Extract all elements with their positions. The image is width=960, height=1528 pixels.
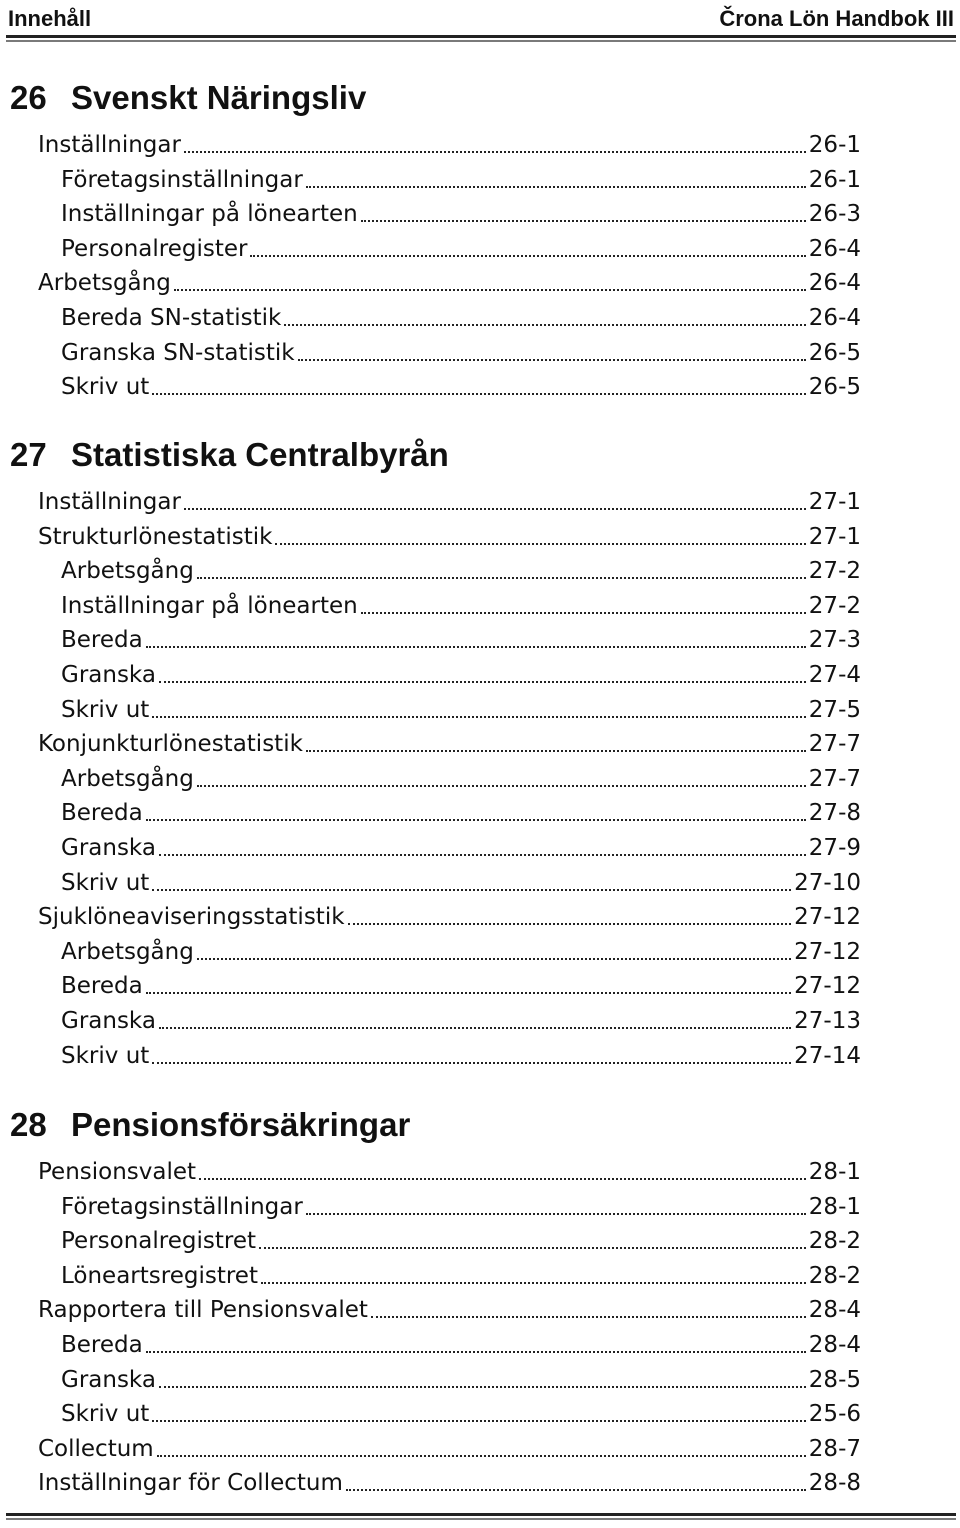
footer-rule-secondary bbox=[6, 1518, 956, 1520]
toc-entry-label: Skriv ut bbox=[61, 870, 150, 896]
toc-entry-label: Konjunkturlönestatistik bbox=[38, 731, 303, 757]
toc-entry[interactable] bbox=[38, 1295, 861, 1325]
toc-entry-label: Inställningar på lönearten bbox=[61, 201, 358, 227]
toc-entry-label: Pensionsvalet bbox=[38, 1159, 197, 1185]
chapter-title: Statistiska Centralbyrån bbox=[71, 436, 449, 473]
toc-entry-page: 28-7 bbox=[808, 1436, 861, 1462]
toc-dot-leader bbox=[346, 1489, 806, 1491]
toc-entry-label: Strukturlönestatistik bbox=[38, 524, 273, 550]
toc-entry-label: Inställningar bbox=[38, 132, 181, 158]
footer-rule bbox=[6, 1513, 956, 1516]
toc-entry-label: Bereda SN-statistik bbox=[61, 305, 282, 331]
toc-dot-leader bbox=[146, 992, 791, 994]
toc-entry[interactable] bbox=[61, 971, 861, 1001]
toc-entry[interactable] bbox=[61, 798, 861, 828]
toc-entry[interactable] bbox=[38, 522, 861, 552]
toc-dot-leader bbox=[275, 543, 805, 545]
toc-entry-page: 26-1 bbox=[808, 167, 861, 193]
toc-entry-label: Arbetsgång bbox=[61, 558, 194, 584]
toc-entry-page: 27-7 bbox=[808, 766, 861, 792]
toc-dot-leader bbox=[259, 1247, 806, 1249]
toc-entry-page: 26-4 bbox=[808, 270, 861, 296]
toc-entry[interactable] bbox=[61, 1192, 861, 1222]
toc-dot-leader bbox=[306, 1213, 806, 1215]
toc-dot-leader bbox=[306, 186, 806, 188]
toc-entry-label: Skriv ut bbox=[61, 1043, 150, 1069]
toc-entry[interactable] bbox=[61, 1365, 861, 1395]
toc-entry[interactable] bbox=[38, 1468, 861, 1498]
toc-entry-label: Granska bbox=[61, 1367, 156, 1393]
toc-dot-leader bbox=[371, 1316, 806, 1318]
toc-dot-leader bbox=[361, 612, 806, 614]
toc-entry-page: 28-2 bbox=[808, 1228, 861, 1254]
toc-entry[interactable] bbox=[38, 1434, 861, 1464]
toc-entry-page: 28-8 bbox=[808, 1470, 861, 1496]
toc-entry-label: Bereda bbox=[61, 800, 143, 826]
toc-entry[interactable] bbox=[61, 1041, 861, 1071]
header-book-title: Črona Lön Handbok III bbox=[719, 6, 954, 31]
toc-entry[interactable] bbox=[61, 695, 861, 725]
toc-entry-label: Sjuklöneaviseringsstatistik bbox=[38, 904, 345, 930]
toc-entry[interactable] bbox=[61, 1226, 861, 1256]
toc-dot-leader bbox=[146, 1351, 806, 1353]
toc-dot-leader bbox=[184, 151, 806, 153]
toc-entry[interactable] bbox=[61, 165, 861, 195]
toc-entry-page: 27-10 bbox=[794, 870, 861, 896]
toc-dot-leader bbox=[197, 785, 806, 787]
toc-entry-page: 28-2 bbox=[808, 1263, 861, 1289]
toc-dot-leader bbox=[159, 854, 806, 856]
toc-entry-label: Granska bbox=[61, 1008, 156, 1034]
toc-entry-page: 27-12 bbox=[794, 939, 861, 965]
toc-dot-leader bbox=[184, 508, 806, 510]
toc-dot-leader bbox=[146, 819, 806, 821]
toc-entry[interactable] bbox=[61, 372, 861, 402]
page-header bbox=[8, 4, 954, 32]
toc-entry-page: 28-5 bbox=[808, 1367, 861, 1393]
toc-entry-label: Bereda bbox=[61, 627, 143, 653]
toc-entry-page: 27-8 bbox=[808, 800, 861, 826]
toc-entry-label: Personalregistret bbox=[61, 1228, 256, 1254]
toc-entry[interactable] bbox=[61, 338, 861, 368]
toc-dot-leader bbox=[152, 716, 806, 718]
toc-entry[interactable] bbox=[38, 130, 861, 160]
toc-entry-page: 28-1 bbox=[808, 1194, 861, 1220]
toc-entry-page: 27-12 bbox=[794, 973, 861, 999]
toc-dot-leader bbox=[152, 393, 806, 395]
toc-entry[interactable] bbox=[38, 902, 861, 932]
toc-entry-label: Skriv ut bbox=[61, 374, 150, 400]
toc-entry[interactable] bbox=[61, 1006, 861, 1036]
header-section-title: Innehåll bbox=[8, 6, 92, 31]
toc-entry[interactable] bbox=[61, 660, 861, 690]
toc-entry-label: Arbetsgång bbox=[61, 766, 194, 792]
toc-entry[interactable] bbox=[61, 234, 861, 264]
toc-entry-page: 27-5 bbox=[808, 697, 861, 723]
toc-entry-page: 27-4 bbox=[808, 662, 861, 688]
toc-dot-leader bbox=[157, 1455, 806, 1457]
toc-entry[interactable] bbox=[61, 556, 861, 586]
toc-entry-label: Företagsinställningar bbox=[61, 167, 303, 193]
toc-entry[interactable] bbox=[38, 1157, 861, 1187]
toc-entry[interactable] bbox=[61, 764, 861, 794]
toc-entry-label: Inställningar på lönearten bbox=[61, 593, 358, 619]
toc-dot-leader bbox=[284, 324, 805, 326]
toc-entry-page: 26-1 bbox=[808, 132, 861, 158]
toc-entry-page: 26-5 bbox=[808, 340, 861, 366]
chapter-number: 26 bbox=[10, 79, 47, 116]
toc-entry-page: 27-2 bbox=[808, 593, 861, 619]
toc-entry-page: 27-7 bbox=[808, 731, 861, 757]
toc-entry[interactable] bbox=[38, 487, 861, 517]
toc-entry-page: 26-5 bbox=[808, 374, 861, 400]
chapter-title: Pensionsförsäkringar bbox=[71, 1106, 411, 1143]
toc-entry[interactable] bbox=[61, 303, 861, 333]
toc-entry-label: Granska SN-statistik bbox=[61, 340, 295, 366]
toc-entry[interactable] bbox=[38, 729, 861, 759]
toc-entry-label: Collectum bbox=[38, 1436, 154, 1462]
toc-dot-leader bbox=[197, 958, 791, 960]
chapter-number: 27 bbox=[10, 436, 47, 473]
header-rule bbox=[6, 35, 956, 38]
toc-entry-page: 27-1 bbox=[808, 524, 861, 550]
toc-entry-label: Inställningar bbox=[38, 489, 181, 515]
toc-entry-label: Personalregister bbox=[61, 236, 248, 262]
toc-entry-page: 27-13 bbox=[794, 1008, 861, 1034]
toc-entry[interactable] bbox=[61, 199, 861, 229]
toc-entry[interactable] bbox=[61, 833, 861, 863]
toc-dot-leader bbox=[159, 681, 806, 683]
toc-dot-leader bbox=[152, 1420, 806, 1422]
toc-entry[interactable] bbox=[61, 1330, 861, 1360]
toc-entry-page: 27-14 bbox=[794, 1043, 861, 1069]
toc-entry[interactable] bbox=[61, 591, 861, 621]
toc-entry-page: 27-1 bbox=[808, 489, 861, 515]
toc-dot-leader bbox=[159, 1027, 791, 1029]
toc-entry-page: 27-12 bbox=[794, 904, 861, 930]
toc-entry[interactable] bbox=[61, 625, 861, 655]
chapter-number: 28 bbox=[10, 1106, 47, 1143]
toc-dot-leader bbox=[159, 1386, 806, 1388]
toc-dot-leader bbox=[197, 577, 806, 579]
toc-entry-label: Bereda bbox=[61, 973, 143, 999]
toc-entry-label: Granska bbox=[61, 835, 156, 861]
toc-entry-label: Inställningar för Collectum bbox=[38, 1470, 343, 1496]
toc-entry-label: Granska bbox=[61, 662, 156, 688]
toc-entry-page: 27-9 bbox=[808, 835, 861, 861]
toc-dot-leader bbox=[152, 1062, 791, 1064]
toc-entry-label: Bereda bbox=[61, 1332, 143, 1358]
toc-entry[interactable] bbox=[38, 268, 861, 298]
toc-entry-page: 28-4 bbox=[808, 1332, 861, 1358]
toc-entry-page: 28-4 bbox=[808, 1297, 861, 1323]
toc-entry-label: Arbetsgång bbox=[38, 270, 171, 296]
toc-entry-page: 27-2 bbox=[808, 558, 861, 584]
chapter-heading bbox=[10, 1105, 410, 1145]
chapter-heading bbox=[10, 435, 449, 475]
toc-entry-label: Rapportera till Pensionsvalet bbox=[38, 1297, 368, 1323]
toc-dot-leader bbox=[199, 1178, 806, 1180]
toc-entry-label: Löneartsregistret bbox=[61, 1263, 258, 1289]
toc-entry-label: Företagsinställningar bbox=[61, 1194, 303, 1220]
toc-entry-page: 26-3 bbox=[808, 201, 861, 227]
toc-dot-leader bbox=[348, 923, 792, 925]
chapter-heading bbox=[10, 78, 366, 118]
toc-entry[interactable] bbox=[61, 1261, 861, 1291]
toc-entry-page: 25-6 bbox=[808, 1401, 861, 1427]
toc-dot-leader bbox=[306, 750, 806, 752]
toc-entry-label: Arbetsgång bbox=[61, 939, 194, 965]
toc-entry[interactable] bbox=[61, 1399, 861, 1429]
toc-entry[interactable] bbox=[61, 868, 861, 898]
toc-dot-leader bbox=[250, 255, 805, 257]
toc-entry-label: Skriv ut bbox=[61, 1401, 150, 1427]
toc-dot-leader bbox=[298, 359, 806, 361]
toc-dot-leader bbox=[152, 889, 791, 891]
toc-entry-page: 28-1 bbox=[808, 1159, 861, 1185]
chapter-title: Svenskt Näringsliv bbox=[71, 79, 367, 116]
toc-entry-page: 26-4 bbox=[808, 305, 861, 331]
header-rule-secondary bbox=[6, 40, 956, 42]
toc-dot-leader bbox=[261, 1282, 806, 1284]
toc-dot-leader bbox=[146, 646, 806, 648]
toc-entry-label: Skriv ut bbox=[61, 697, 150, 723]
toc-dot-leader bbox=[361, 220, 806, 222]
toc-entry[interactable] bbox=[61, 937, 861, 967]
toc-entry-page: 26-4 bbox=[808, 236, 861, 262]
toc-dot-leader bbox=[174, 289, 806, 291]
toc-entry-page: 27-3 bbox=[808, 627, 861, 653]
